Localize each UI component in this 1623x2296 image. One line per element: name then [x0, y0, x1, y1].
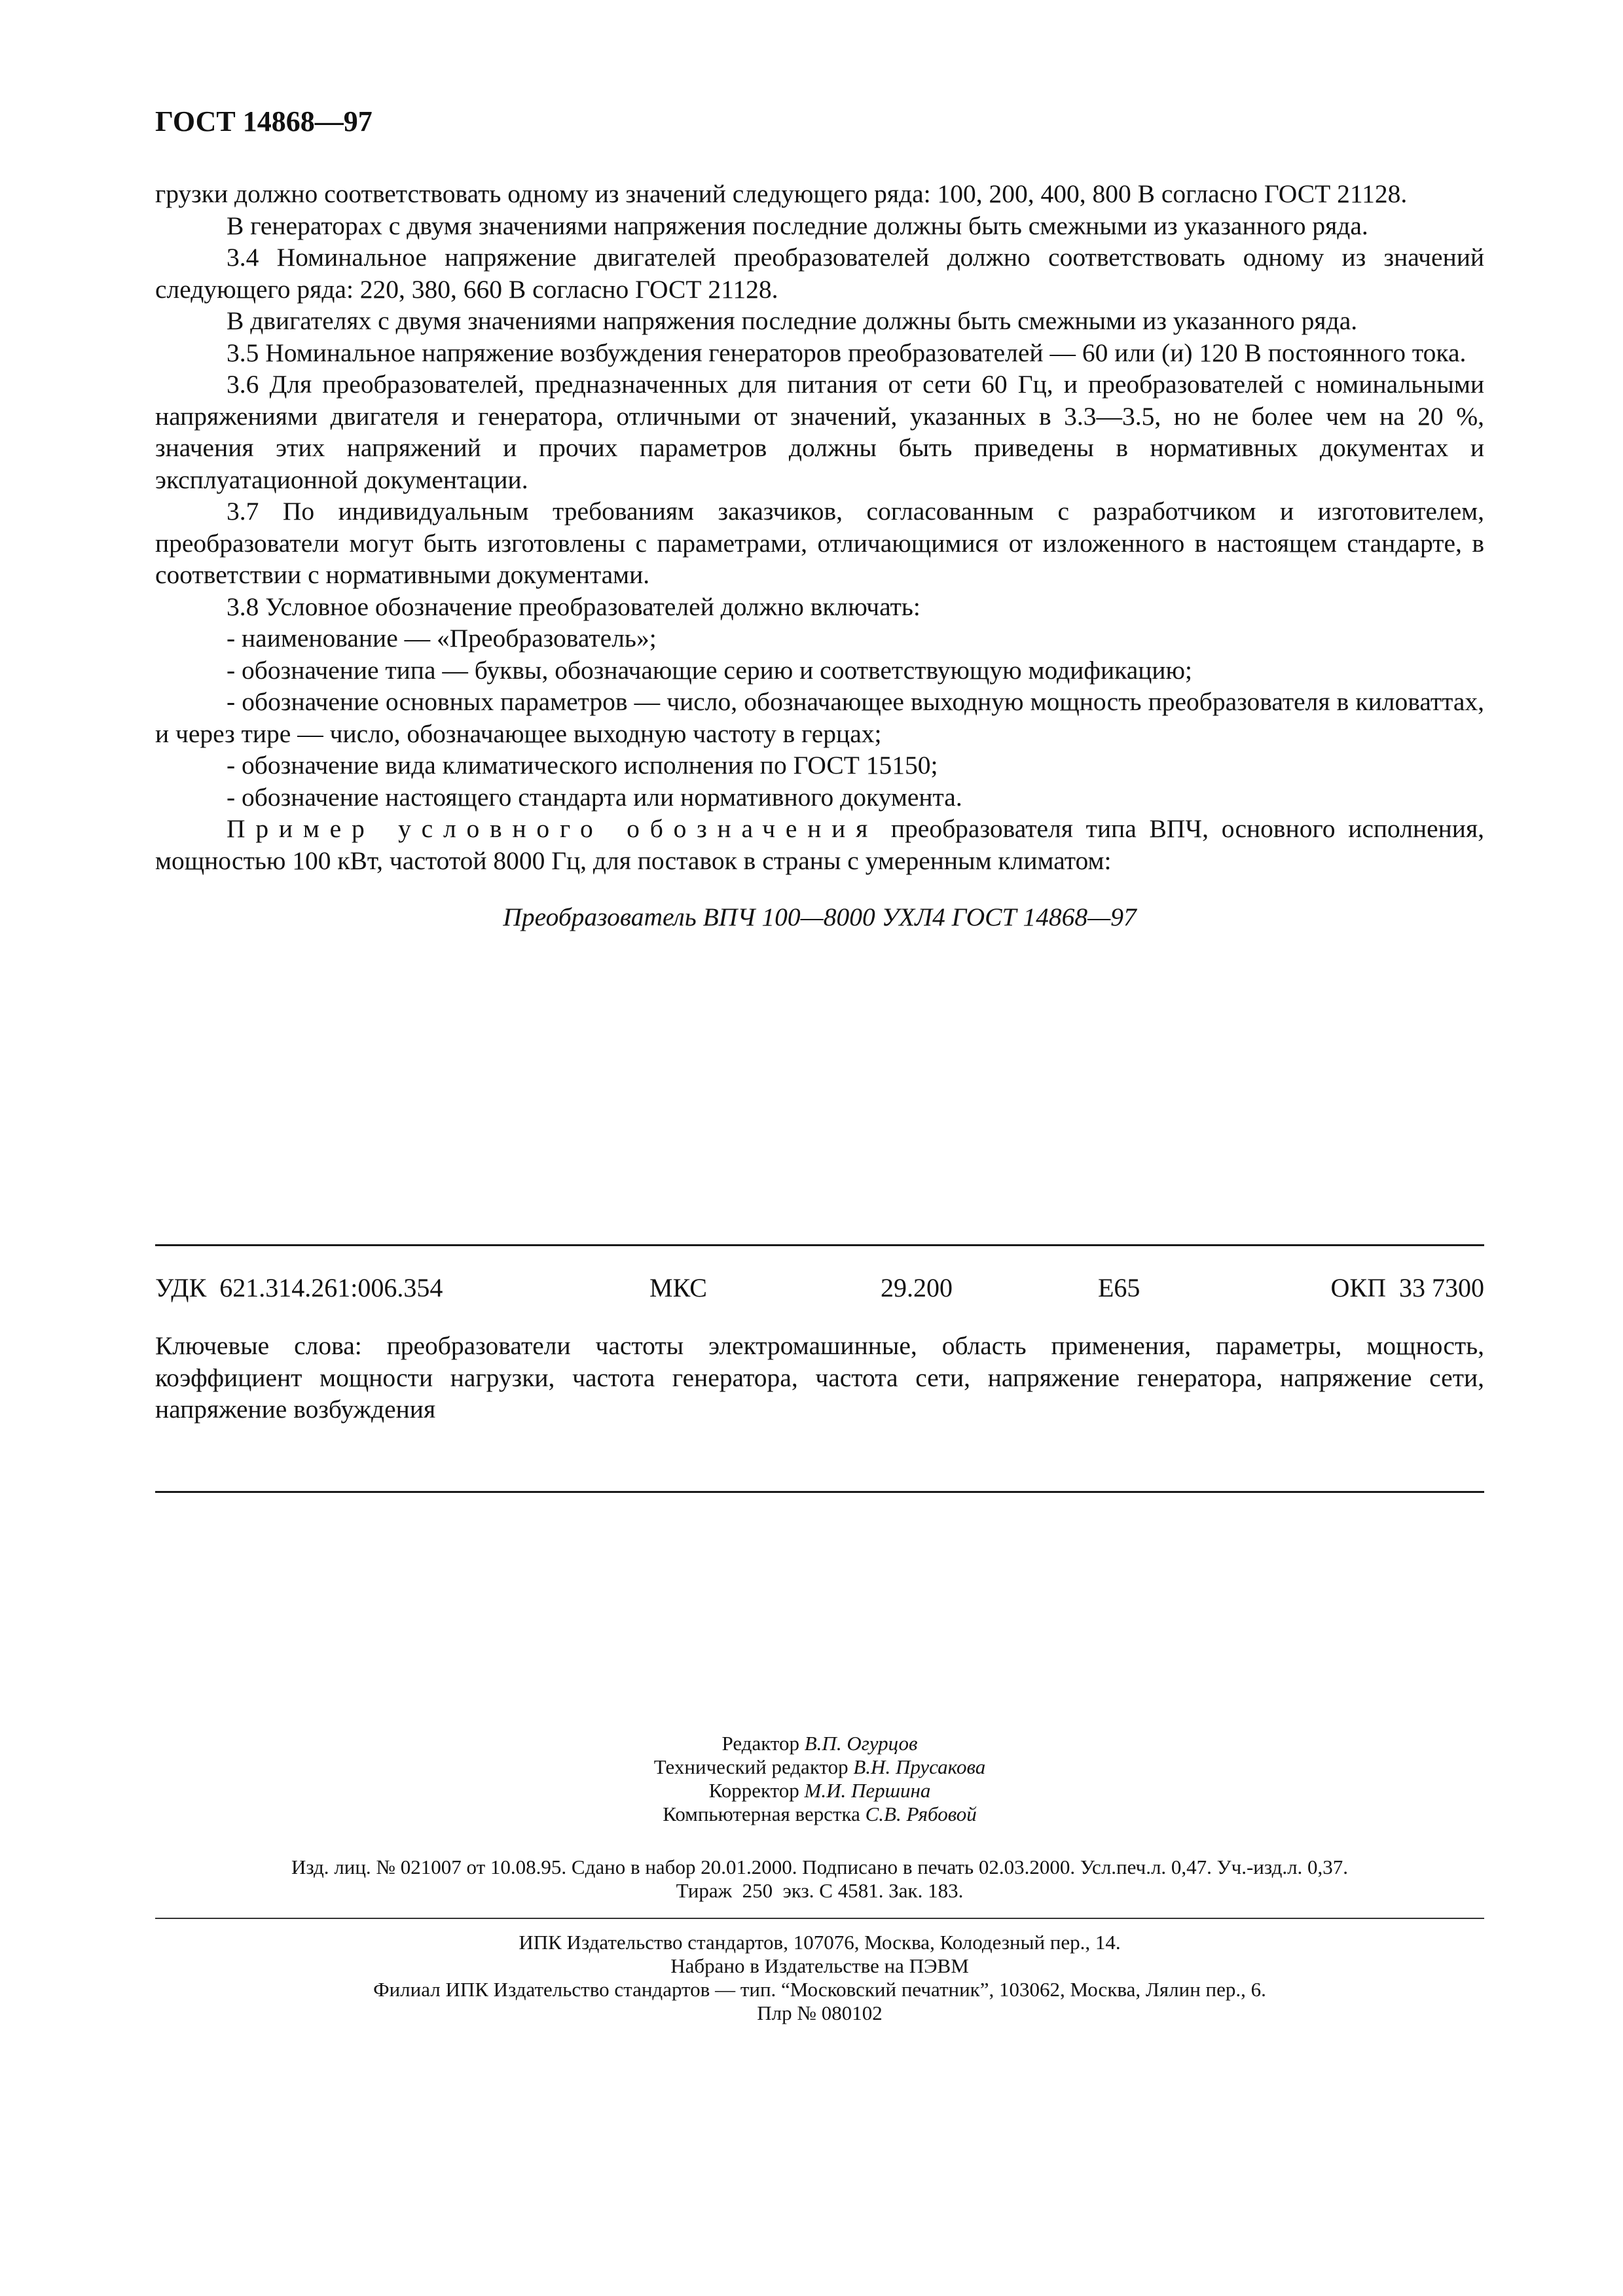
paragraph-3-7: 3.7 По индивидуальным требованиям заказчиков, согласованным с разработчиком и изготовителем, преобразователи могут быть изготовлены с параметрами, отличающимися от изложенного в настоящем стандарте, в соответствии с нормативными документами. [155, 497, 1484, 589]
publisher-line: ИПК Издательство стандартов, 107076, Москва, Колодезный пер., 14. [519, 1931, 1121, 1954]
udk-code: УДК 621.314.261:006.354 [155, 1273, 443, 1302]
example-text: преобразователя типа ВПЧ, основного исполнения, мощностью 100 кВт, частотой 8000 Гц, для поставок в страны с умеренным климатом: [155, 814, 1484, 875]
circulation-line: Тираж 250 экз. С 4581. Зак. 183. [676, 1879, 964, 1902]
paragraph-3-4: 3.4 Номинальное напряжение двигателей преобразователей должно соответствовать одному из значений следующего ряда: 220, 380, 660 В согласно ГОСТ 21128. [155, 243, 1484, 304]
publication-line: Изд. лиц. № 021007 от 10.08.95. Сдано в набор 20.01.2000. Подписано в печать 02.03.2000. Усл.печ.л. 0,47. Уч.-изд.л. 0,37. [291, 1856, 1349, 1878]
layout-line: Компьютерная верстка С.В. Рябовой [663, 1803, 977, 1825]
corrector-line: Корректор М.И. Першина [708, 1779, 931, 1802]
list-item: - обозначение основных параметров — число, обозначающее выходную мощность преобразователя в киловаттах, и через тире — число, обозначающее выходную частоту в герцах; [155, 687, 1484, 748]
paragraph-3-5: 3.5 Номинальное напряжение возбуждения генераторов преобразователей — 60 или (и) 120 В постоянного тока. [227, 338, 1467, 367]
paragraph-3-6: 3.6 Для преобразователей, предназначенных для питания от сети 60 Гц, и преобразователей с номинальными напряжениями двигателя и генератора, отличными от значений, указанных в 3.3—3.5, но не более чем на 20 %, значения этих напряжений и прочих параметров должны быть приведены в нормативных документах и эксплуатационной документации. [155, 370, 1484, 494]
printer-info [155, 1931, 1484, 2025]
list-item: - наименование — «Преобразователь»; [227, 624, 657, 653]
divider [155, 1244, 1484, 1246]
typeset-line: Набрано в Издательстве на ПЭВМ [670, 1954, 969, 1977]
tech-editor-line: Технический редактор В.Н. Прусакова [653, 1755, 986, 1778]
editor-line: Редактор В.П. Огурцов [721, 1732, 918, 1755]
paragraph: В двигателях с двумя значениями напряжения последние должны быть смежными из указанного ряда. [227, 306, 1358, 335]
publication-info [155, 1856, 1484, 1903]
list-item: - обозначение вида климатического исполнения по ГОСТ 15150; [227, 751, 938, 780]
classification-row [155, 1272, 1484, 1305]
example-label: Пример условного обозначения [227, 814, 879, 843]
branch-line: Филиал ИПК Издательство стандартов — тип. “Московский печатник”, 103062, Москва, Лялин пер., 6. [373, 1978, 1266, 2001]
paragraph: грузки должно соответствовать одному из значений следующего ряда: 100, 200, 400, 800 В согласно ГОСТ 21128. [155, 179, 1408, 208]
divider [155, 1918, 1484, 1919]
okp-code: ОКП 33 7300 [1330, 1273, 1484, 1302]
mks-label: МКС [649, 1273, 707, 1302]
editorial-credits [155, 1732, 1484, 1826]
mks-value: 29.200 [881, 1273, 953, 1302]
list-item: - обозначение настоящего стандарта или нормативного документа. [227, 782, 962, 812]
e-code: Е65 [1098, 1273, 1140, 1302]
divider [155, 1491, 1484, 1493]
document-header: ГОСТ 14868—97 [155, 105, 373, 137]
main-text [155, 178, 1484, 933]
example-paragraph [155, 813, 1484, 876]
paragraph: В генераторах с двумя значениями напряжения последние должны быть смежными из указанного ряда. [227, 211, 1368, 240]
list-item: - обозначение типа — буквы, обозначающие серию и соответствующую модификацию; [227, 655, 1193, 685]
paragraph-3-8: 3.8 Условное обозначение преобразователей должно включать: [227, 592, 921, 621]
license-line: Плр № 080102 [757, 2001, 883, 2024]
example-designation: Преобразователь ВПЧ 100—8000 УХЛ4 ГОСТ 14868—97 [503, 903, 1137, 931]
keywords: Ключевые слова: преобразователи частоты электромашинные, область применения, параметры, мощность, коэффициент мощности нагрузки, частота генератора, частота сети, напряжение генератора, напряжение сети, напряжение возбуждения [155, 1331, 1484, 1424]
